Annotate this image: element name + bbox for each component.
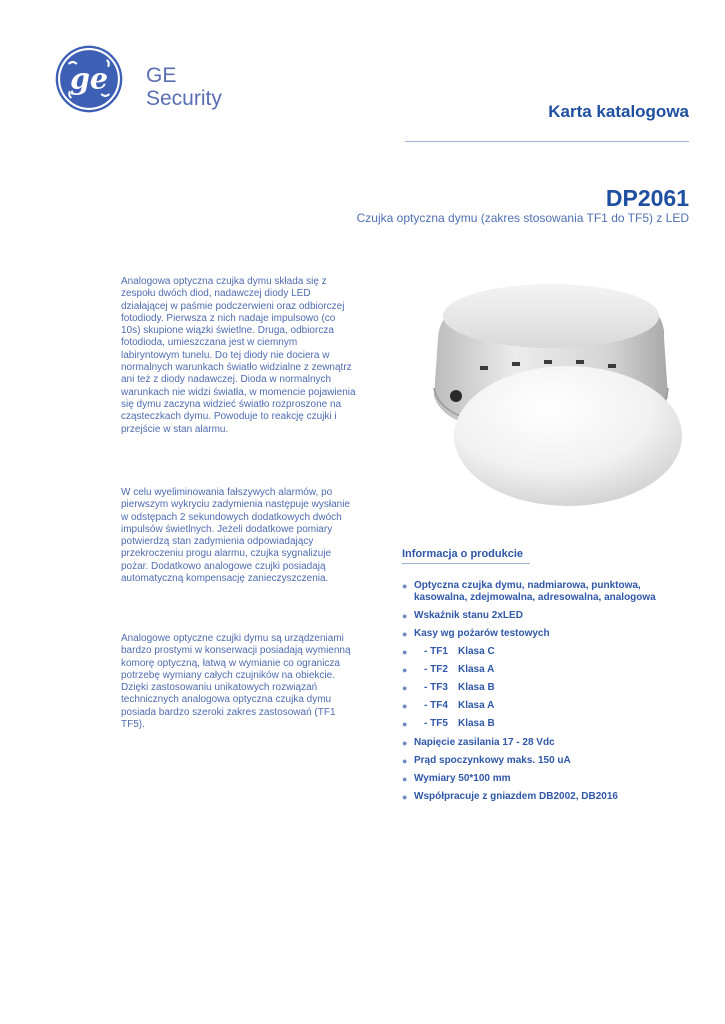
- fire-class-label: Klasa C: [458, 646, 495, 657]
- fire-class-label: Klasa A: [458, 700, 495, 711]
- ge-logo-icon: [55, 45, 123, 113]
- product-code: DP2061: [605, 185, 689, 211]
- feature-text: Optyczna czujka dymu, nadmiarowa, punktowa, kasowalna, zdejmowalna, adresowalna, analogowa: [414, 580, 656, 603]
- description-paragraph-2: W celu wyeliminowania fałszywych alarmów, po pierwszym wykryciu zadymienia następuje wysłanie w odstępach 2 sekundowych dodatkowych dwóch impulsów świetlnych. Jeżeli dodatkowe pomiary potwierdzą stan zadymienia odpowiadający przekroczeniu progu alarmu, czujka sygnalizuje pożar. Dodatkowo analogowe czujki posiadają automatyczną kompensację zanieczyszczenia.: [121, 487, 350, 585]
- fire-class-code: - TF3: [424, 682, 448, 693]
- fire-class-code: - TF4: [424, 700, 448, 711]
- svg-text:ge: ge: [69, 61, 109, 96]
- description-paragraph-1: Analogowa optyczna czujka dymu składa się z zespołu dwóch diod, nadawczej diody LED działającej w paśmie podczerwieni oraz odbiorczej fotodiody. Pierwsza z nich nadaje impulsowo (co 10s) skupione wiązki świetlne. Druga, odbiorcza fotodioda, umieszczana jest w ciemnym labiryntowym tunelu. Do tej diody nie dociera w normalnych warunkach światło widzialne z zewnątrz ani też z diody nadawczej. Dioda w normalnych warunkach nie widzi światła, w momencie pojawienia się dymu zaczyna widzieć światło rozproszone na cząsteczkach dymu. Powoduje to reakcję czujki i przejście w stan alarmu.: [121, 276, 356, 435]
- smoke-detector-photo: [420, 268, 682, 508]
- brand-line-ge: GE: [146, 64, 177, 87]
- description-paragraph-3: Analogowe optyczne czujki dymu są urządzeniami bardzo prostymi w konserwacji posiadają wymienną komorę optyczną, łatwą w wymianie co ogranicza potrzebę wymiany całych czujników na obiekcie. Dzięki zastosowaniu unikatowych rozwiązań technicznych analogowa optyczna czujka dymu posiada bardzo szeroki zakres zastosowań (TF1 TF5).: [121, 633, 351, 731]
- brand-line-security: Security: [146, 87, 222, 110]
- fire-class-label: Klasa A: [458, 664, 495, 675]
- brand-name: [146, 64, 222, 110]
- bullet-icon: ●: [402, 792, 408, 802]
- product-info-divider: [402, 563, 530, 564]
- bullet-icon: ●: [402, 581, 408, 591]
- document-type: Karta katalogowa: [548, 102, 689, 121]
- spec-text: Wymiary 50*100 mm: [414, 773, 511, 784]
- feature-text: Wskaźnik stanu 2xLED: [414, 610, 523, 621]
- bullet-icon: ●: [402, 665, 408, 675]
- spec-text: Współpracuje z gniazdem DB2002, DB2016: [414, 791, 618, 802]
- bullet-icon: ●: [402, 719, 408, 729]
- header-divider: [405, 141, 689, 142]
- fire-class-label: Klasa B: [458, 682, 495, 693]
- bullet-icon: ●: [402, 701, 408, 711]
- fire-class-code: - TF1: [424, 646, 448, 657]
- product-subtitle: Czujka optyczna dymu (zakres stosowania TF1 do TF5) z LED: [356, 211, 689, 225]
- fire-class-code: - TF2: [424, 664, 448, 675]
- fire-class-label: Klasa B: [458, 718, 495, 729]
- feature-text: Kasy wg pożarów testowych: [414, 628, 550, 639]
- bullet-icon: ●: [402, 738, 408, 748]
- spec-text: Napięcie zasilania 17 - 28 Vdc: [414, 737, 555, 748]
- bullet-icon: ●: [402, 629, 408, 639]
- bullet-icon: ●: [402, 774, 408, 784]
- bullet-icon: ●: [402, 683, 408, 693]
- product-info-title: Informacja o produkcie: [402, 548, 524, 560]
- bullet-icon: ●: [402, 611, 408, 621]
- bullet-icon: ●: [402, 756, 408, 766]
- fire-class-code: - TF5: [424, 718, 448, 729]
- spec-text: Prąd spoczynkowy maks. 150 uA: [414, 755, 571, 766]
- bullet-icon: ●: [402, 647, 408, 657]
